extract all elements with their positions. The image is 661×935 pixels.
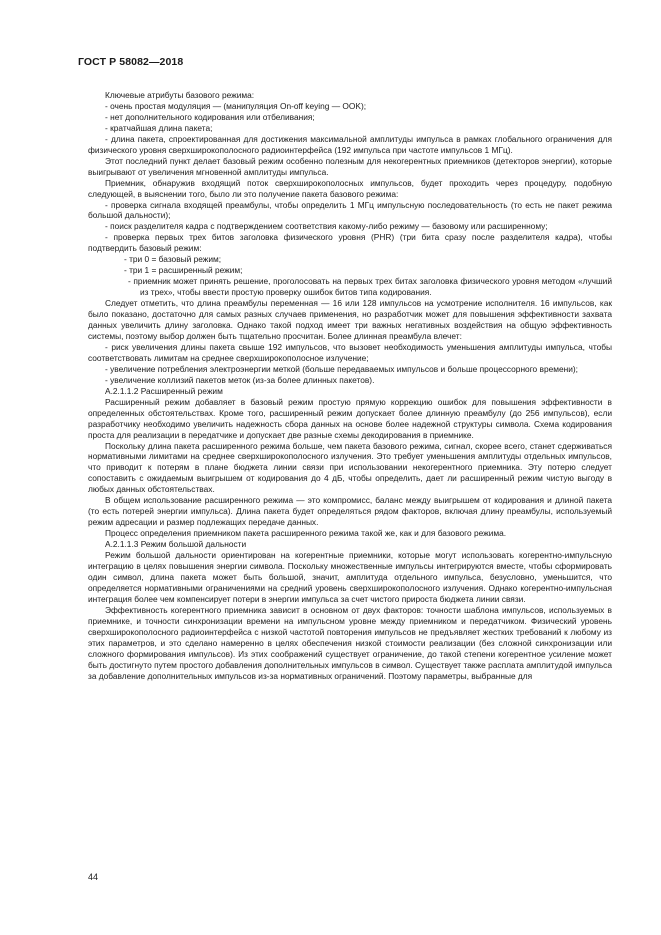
paragraph: - три 1 = расширенный режим; [124,265,243,276]
paragraph: Поскольку длина пакета расширенного режима больше, чем пакета базового режима, сигнал, скорее всего, станет сдерживаться нормативными лимитами на среднее сверхширокополосного излучения. Это требует уменьшения амплитуды отдельных импульсов, что приводит к потерям в плане бюджета линии связи при использовании некогерентного приемника. Эту потерю следует сопоставить с ожидаемым выигрышем от кодирования до 4 дБ, чтобы определить, дает ли расширенный режим чистую выгоду в любых данных обстоятельствах. [88,440,612,495]
paragraph: - кратчайшая длина пакета; [105,122,213,133]
paragraph: А.2.1.1.3 Режим большой дальности [105,539,247,550]
paragraph: - три 0 = базовый режим; [124,254,222,265]
paragraph: Приемник, обнаружив входящий поток сверхширокополосных импульсов, будет проходить через процедуру, подобную следующей, в выяснении того, было ли это получение пакета базового режима: [88,177,612,199]
page-number: 44 [88,872,99,882]
paragraph: - риск увеличения длины пакета свыше 192 импульсов, что вызовет необходимость уменьшения амплитуды импульса, чтобы соответствовать лимитам на среднее сверхширокополосное излучение; [88,341,612,363]
paragraph: - нет дополнительного кодирования или отбеливания; [105,111,315,122]
paragraph: - увеличение потребления электроэнергии меткой (больше передаваемых импульсов и больше процессорного времени); [105,363,578,374]
paragraph: Процесс определения приемником пакета расширенного режима такой же, как и для базового режима. [105,528,507,539]
paragraph: Ключевые атрибуты базового режима: [105,90,255,100]
paragraph: - проверка сигнала входящей преамбулы, чтобы определить 1 МГц импульсную последовательность (то есть не пакет режима большой дальности); [88,199,612,221]
document-body [88,90,612,681]
document-header: ГОСТ Р 58082—2018 [78,56,184,68]
paragraph: - приемник может принять решение, проголосовать на первых трех битах заголовка физического уровня методом «лучший из трех», чтобы ввести простую проверку ошибок битов типа кодирования. [128,276,612,298]
paragraph: Этот последний пункт делает базовый режим особенно полезным для некогерентных приемников (детекторов энергии), которые выигрывают от увеличения мгновенной амплитуды импульса. [88,155,612,177]
paragraph: - очень простая модуляция — (манипуляция On-off keying — OOK); [105,100,367,111]
paragraph: - длина пакета, спроектированная для достижения максимальной амплитуды импульса в рамках глобального ограничения для физического уровня сверхширокополосного радиоинтерфейса (192 импульса при частоте импульсов 1 МГц). [88,133,612,155]
paragraph: - поиск разделителя кадра с подтверждением соответствия какому-либо режиму — базовому или расширенному; [105,221,548,232]
paragraph: В общем использование расширенного режима — это компромисс, баланс между выигрышем от кодирования и длиной пакета (то есть потерей энергии импульса). Длина пакета будет определяться рядом факторов, включая длину преамбулы, используемый режим адресации и размер подлежащих передаче данных. [88,495,612,528]
paragraph: - увеличение коллизий пакетов меток (из-за более длинных пакетов). [105,374,375,385]
paragraph: - проверка первых трех битов заголовка физического уровня (PHR) (три бита сразу после разделителя кадра), чтобы подтвердить базовый режим: [88,232,612,254]
paragraph: Следует отметить, что длина преамбулы переменная — 16 или 128 импульсов на усмотрение исполнителя. 16 импульсов, как было показано, достаточно для самых разных случаев применения, но разработчик может для повышения эффективности захвата данных увеличить длину заголовка. Однако такой подход имеет три важных негативных воздействия на общую эффективность системы, поэтому выбор должен быть тщательно просчитан. Более длинная преамбула влечет: [88,298,612,341]
paragraph: А.2.1.1.2 Расширенный режим [105,385,223,396]
paragraph: Расширенный режим добавляет в базовый режим простую прямую коррекцию ошибок для повышения эффективности в определенных обстоятельствах. Кроме того, расширенный режим допускает более длинную преамбулу (до 256 импульсов), если разработчику необходимо увеличить надежность сбора данных на основе более надежной структуры символа. Схема кодирования проста для реализации в передатчике и допускает две разные схемы декодирования в приемнике. [88,396,612,440]
paragraph: Режим большой дальности ориентирован на когерентные приемники, которые могут использовать когерентно-импульсную интеграцию в целях повышения энергии символа. Поскольку множественные импульсы интегрируются вместе, чтобы сформировать один символ, длина пакета может быть большой, значит, амплитуда отдельного импульса, безусловно, уменьшится, что определяется нормативными ограничениями на средний уровень сверхширокополосного излучения. Однако когерентно-импульсная интеграция более чем компенсирует потери в энергии импульса за счет чистого прироста бюджета линии связи. [88,550,612,604]
paragraph: Эффективность когерентного приемника зависит в основном от двух факторов: точности шаблона импульсов, используемых в приемнике, и точности синхронизации времени на импульсном уровне между приемником и передатчиком. Физический уровень сверхширокополосного радиоинтерфейса с низкой частотой повторения импульсов не предъявляет жестких требований к любому из этих параметров, и это сделано намеренно в целях обеспечения низкой стоимости реализации (без сложной синхронизации или сложного формирования импульсов). Из этих соображений существует ограничение, до такой степени когерентное усиление может быть достигнуто путем простого добавления дополнительных импульсов в символ. Существует также расплата амплитудой импульса за добавление дополнительных импульсов из-за нормативных ограничений. Поэтому параметры, выбранные для [88,604,612,681]
